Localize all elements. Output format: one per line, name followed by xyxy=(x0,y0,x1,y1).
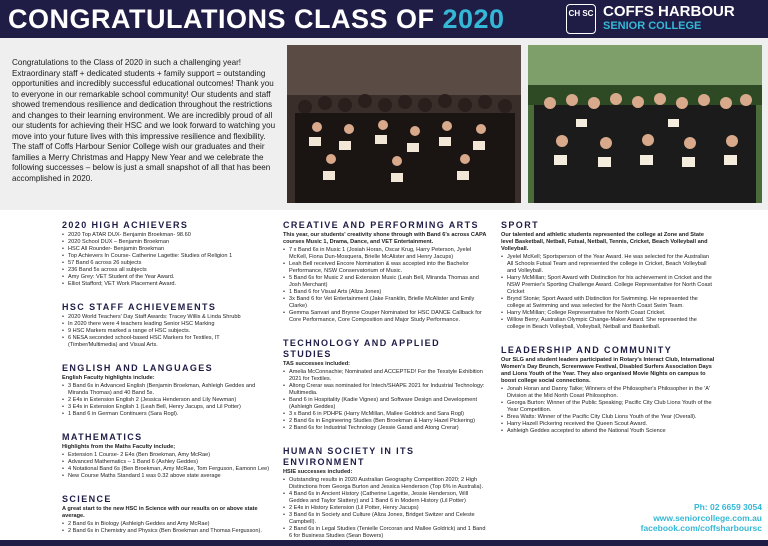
section-intro-leadership: Our SLG and student leaders participated in Rotary's Interact Club, International Women's Day Brunch, Screenwave Festival, Disabled Surfers Association Days and Lions Youth of the Year. They also organised Movie Nights on campus to boost college social connections. xyxy=(501,357,715,384)
column-right xyxy=(501,220,716,435)
contact-website-link[interactable]: www.seniorcollege.com.au xyxy=(653,512,762,523)
list-item: • Elliot Stafford; VET Work Placement Award. xyxy=(62,281,270,288)
college-name: COFFS HARBOUR xyxy=(603,3,735,20)
graduates-photo-outdoor xyxy=(528,45,762,203)
list-item: • 5 Band 6s for Music 2 and Extension Music (Leah Bell, Miranda Thomas and Josh Merchant) xyxy=(283,275,488,289)
list-maths xyxy=(62,452,270,480)
list-tas xyxy=(283,369,488,432)
list-item: • 2 Band 6s for Industrial Technology (Jessie Garad and Atong Crerar) xyxy=(283,425,488,432)
list-item: • Harry McMillan; College Representative for North Coast Cricket. xyxy=(501,310,716,317)
section-intro-tas: TAS successes included: xyxy=(283,361,351,367)
list-high-achievers xyxy=(62,232,270,288)
section-intro-creative: This year, our students' creativity shone through with Band 6's across CAPA courses Music 1, Drama, Dance, and VET Entertainment. xyxy=(283,232,487,245)
section-intro-science: A great start to the new HSC in Science with our results on or above state average. xyxy=(62,506,258,519)
list-creative xyxy=(283,247,488,324)
footer-bar xyxy=(0,540,768,546)
list-item: • 1 Band 6 for Visual Arts (Aliza Jones) xyxy=(283,289,488,296)
list-item: • Brynd Stonie; Sport Award with Distinction for Swimming. He represented the college at Swimming and was selected for the North Coast Swim Team. xyxy=(501,296,716,310)
list-item: • Ashleigh Geddes accepted to attend the National Youth Science xyxy=(501,428,716,435)
list-item: • 2020 Top ATAR DUX- Benjamin Broekman- 98.60 xyxy=(62,232,270,239)
list-item: • Harry McMillan; Sport Award with Distinction for his achievement in Cricket and the NSW Premier's Sporting Challenge Award. College Representative for North Coast Cricket xyxy=(501,275,716,296)
list-hsie xyxy=(283,477,488,540)
section-title-hsie: HUMAN SOCIETY IN ITS ENVIRONMENT xyxy=(283,446,415,467)
section-title-tas: TECHNOLOGY AND APPLIED STUDIES xyxy=(283,338,440,359)
section-title-sport: SPORT xyxy=(501,220,540,230)
section-title-creative: CREATIVE AND PERFORMING ARTS xyxy=(283,220,479,230)
column-left xyxy=(62,220,270,535)
list-item: • Harry Hazell Pickering received the Queen Scout Award. xyxy=(501,421,716,428)
list-item: • 2 Band 6s in Chemistry and Physics (Ben Broekman and Thomas Fergusson). xyxy=(62,528,270,535)
list-english xyxy=(62,383,270,418)
list-item: • 1 Band 6 in German Continuers (Sara Rogl). xyxy=(62,411,270,418)
list-item: • 4 Notational Band 6s (Ben Broekman, Amy McRae, Tom Ferguson, Eamonn Lee) xyxy=(62,466,270,473)
list-item: • HSC All Rounder- Benjamin Broekman xyxy=(62,246,270,253)
contact-block xyxy=(641,502,762,534)
list-item: • 4 Band 6s in Ancient History (Catherine Lagettie, Jessie Henderson, Will Geddes and Taylor Slattery) and 1 Band 6 in Modern History (Lil Potter) xyxy=(283,491,488,505)
list-item: • Leah Bell received Encore Nomination & was accepted into the Bachelor Performance, NSW Conservatorium of Music. xyxy=(283,261,488,275)
list-item: • 2020 World Teachers' Day Staff Awards: Tracey Willis & Linda Shrubb xyxy=(62,314,270,321)
list-item: • 3 Band 6s in Advanced English (Benjamin Broekman, Ashleigh Geddes and Miranda Thomas) and 40 Band 5s. xyxy=(62,383,270,397)
section-title-high-achievers: 2020 HIGH ACHIEVERS xyxy=(62,220,189,230)
section-intro-sport: Our talented and athletic students represented the college at Zone and State level Basketball, Netball, Futsal, Netball, Tennis, Cricket, Beach Volleyball and Volleyball. xyxy=(501,232,708,252)
list-item: • Jyelel McKell; Sportsperson of the Year Award. He was selected for the Australian All Schools Futsal Team and represented the college in Cricket, Beach Volleyball and Volleyball. xyxy=(501,254,716,275)
column-middle xyxy=(283,220,488,540)
list-item: • 9 HSC Markers marked a range of HSC subjects. xyxy=(62,328,270,335)
list-item: • Brea Watts: Winner of the Pacific City Club Lions Youth of the Year (Overall). xyxy=(501,414,716,421)
list-item: • Jonah Horan and Danny Talke; Winners of the Philosopher's Philosopher in the 'A' Division at the Mid North Coast Philosophon. xyxy=(501,386,716,400)
list-item: • 236 Band 5s across all subjects xyxy=(62,267,270,274)
section-title-maths: MATHEMATICS xyxy=(62,432,143,442)
list-leadership xyxy=(501,386,716,435)
list-item: • New Course Maths Standard 1 was 0.32 above state average xyxy=(62,473,270,480)
page-title xyxy=(8,3,505,35)
list-science xyxy=(62,521,270,535)
list-sport xyxy=(501,254,716,331)
section-title-science: SCIENCE xyxy=(62,494,112,504)
list-item: • 3 x Band 6 in PDHPE (Harry McMillan, Mallee Goldrick and Sara Rogl) xyxy=(283,411,488,418)
section-title-hsc-staff: HSC STAFF ACHIEVEMENTS xyxy=(62,302,217,312)
section-title-leadership: LEADERSHIP AND COMMUNITY xyxy=(501,345,673,355)
list-item: • 2020 School DUX – Benjamin Broekman xyxy=(62,239,270,246)
section-title-english: ENGLISH AND LANGUAGES xyxy=(62,363,214,373)
list-item: • Amelia McConnachie; Nominated and ACCEPTED! For the Texstyle Exhibition 2021 for Textiles. xyxy=(283,369,488,383)
list-item: • Advanced Mathematics – 1 Band 6 (Ashley Geddes) xyxy=(62,459,270,466)
title-year: 2020 xyxy=(442,4,505,34)
list-item: • 57 Band 6 across 26 subjects xyxy=(62,260,270,267)
list-item: • Willow Berry; Australian Olympic Change-Maker Award. She represented the college in Beach Volleyball, Volleyball, Netball and Basketball. xyxy=(501,317,716,331)
college-subtitle: SENIOR COLLEGE xyxy=(603,20,702,32)
list-hsc-staff xyxy=(62,314,270,349)
list-item: • Top Achievers In Course- Catherine Lagettie: Studies of Religion 1 xyxy=(62,253,270,260)
list-item: • 2 Band 6s in Biology (Ashleigh Geddes and Amy McRae) xyxy=(62,521,270,528)
section-intro-hsie: HSIE successes included: xyxy=(283,469,353,475)
list-item: • In 2020 there were 4 teachers leading Senior HSC Marking xyxy=(62,321,270,328)
title-text: CONGRATULATIONS CLASS OF xyxy=(8,4,443,34)
college-logo-badge: CH SC xyxy=(566,4,596,34)
list-item: • Extension 1 Course- 2 E4s (Ben Broekman, Amy McRae) xyxy=(62,452,270,459)
list-item: • 2 E4s in History Extension (Lil Potter, Henry Jacups) xyxy=(283,505,488,512)
list-item: • 2 Band 6s in Engineering Studies (Ben Broekman & Harry Hazel Pickering) xyxy=(283,418,488,425)
list-item: • Altong Crerar was nominated for Intech/SHAPE 2021 for Industrial Technology: Multimedia. xyxy=(283,383,488,397)
list-item: • 3 E4s in Extension English 1 (Leah Bell, Henry Jacups, and Lil Potter) xyxy=(62,404,270,411)
graduates-photo-indoor xyxy=(287,45,521,203)
list-item: • 6 NESA seconded school-based HSC Markers for Textiles, IT (Timber/Multimedia) and Visual Arts. xyxy=(62,335,270,349)
contact-phone: Ph: 02 6659 3054 xyxy=(693,502,762,512)
list-item: • Amy Grey: VET Student of the Year Award. xyxy=(62,274,270,281)
section-intro-english: English Faculty highlights include: xyxy=(62,375,155,381)
contact-facebook-link[interactable]: facebook.com/coffsharboursc xyxy=(640,523,762,533)
list-item: • 2 Band 6s in Legal Studies (Tenielle Corcoran and Mallee Goldrick) and 1 Band 6 for Business Studies (Sean Bowers) xyxy=(283,526,488,540)
section-intro-maths: Highlights from the Maths Faculty include; xyxy=(62,444,176,450)
list-item: • 3 Band 6s in Society and Culture (Aliza Jones, Bridget Switzer and Celeste Campbell). xyxy=(283,512,488,526)
header-bar xyxy=(0,0,768,38)
intro-paragraph: Congratulations to the Class of 2020 in such a challenging year! Extraordinary staff + dedicated students + family support = outstanding opportunities and incredibly successful educational outcomes! Thank you to everyone in our remarkable school community! Our students and staff showed tremendous resilience and dedication throughout the restrictions and changes to their learning environment. We are incredibly proud of all our students for achieving their HSC and we look forward to watching you move into your future lives with this impressive resilience and flexibility. The staff of Coffs Harbour Senior College wish our graduates and their families a Merry Christmas and Happy New Year and we celebrate the following successes – below is just a small snapshot of all that has been accomplished in 2020. xyxy=(12,58,276,183)
list-item: • Outstanding results in 2020 Australian Geography Competition 2020; 2 High Distinctions from Georga Burton and Jessica Henderson (Top 6% in Australia). xyxy=(283,477,488,491)
list-item: • Gemma Sanvari and Brynne Couper Nominated for HSC DANCE Callback for Core Performance, Core Composition and Major Study Performance. xyxy=(283,310,488,324)
list-item: • Band 6 in Hospitality (Kadie Vignes) and Software Design and Development (Ashleigh Geddes) xyxy=(283,397,488,411)
list-item: • 7 x Band 6s in Music 1 (Josiah Horan, Oscar Krug, Harry Peterson, Jyelel McKell, Fiona Dun-Mosquera, Brielle McAlister and Henry Jacups) xyxy=(283,247,488,261)
list-item: • Georga Burton: Winner of the Public Speaking; Pacific City Club Lions Youth of the Year Competition. xyxy=(501,400,716,414)
list-item: • 2 E4s in Extension English 2 (Jessica Henderson and Lily Newman) xyxy=(62,397,270,404)
list-item: • 3x Band 6 for Vet Entertainment (Jake Franklin, Brielle McAlister and Emily Clarke) xyxy=(283,296,488,310)
